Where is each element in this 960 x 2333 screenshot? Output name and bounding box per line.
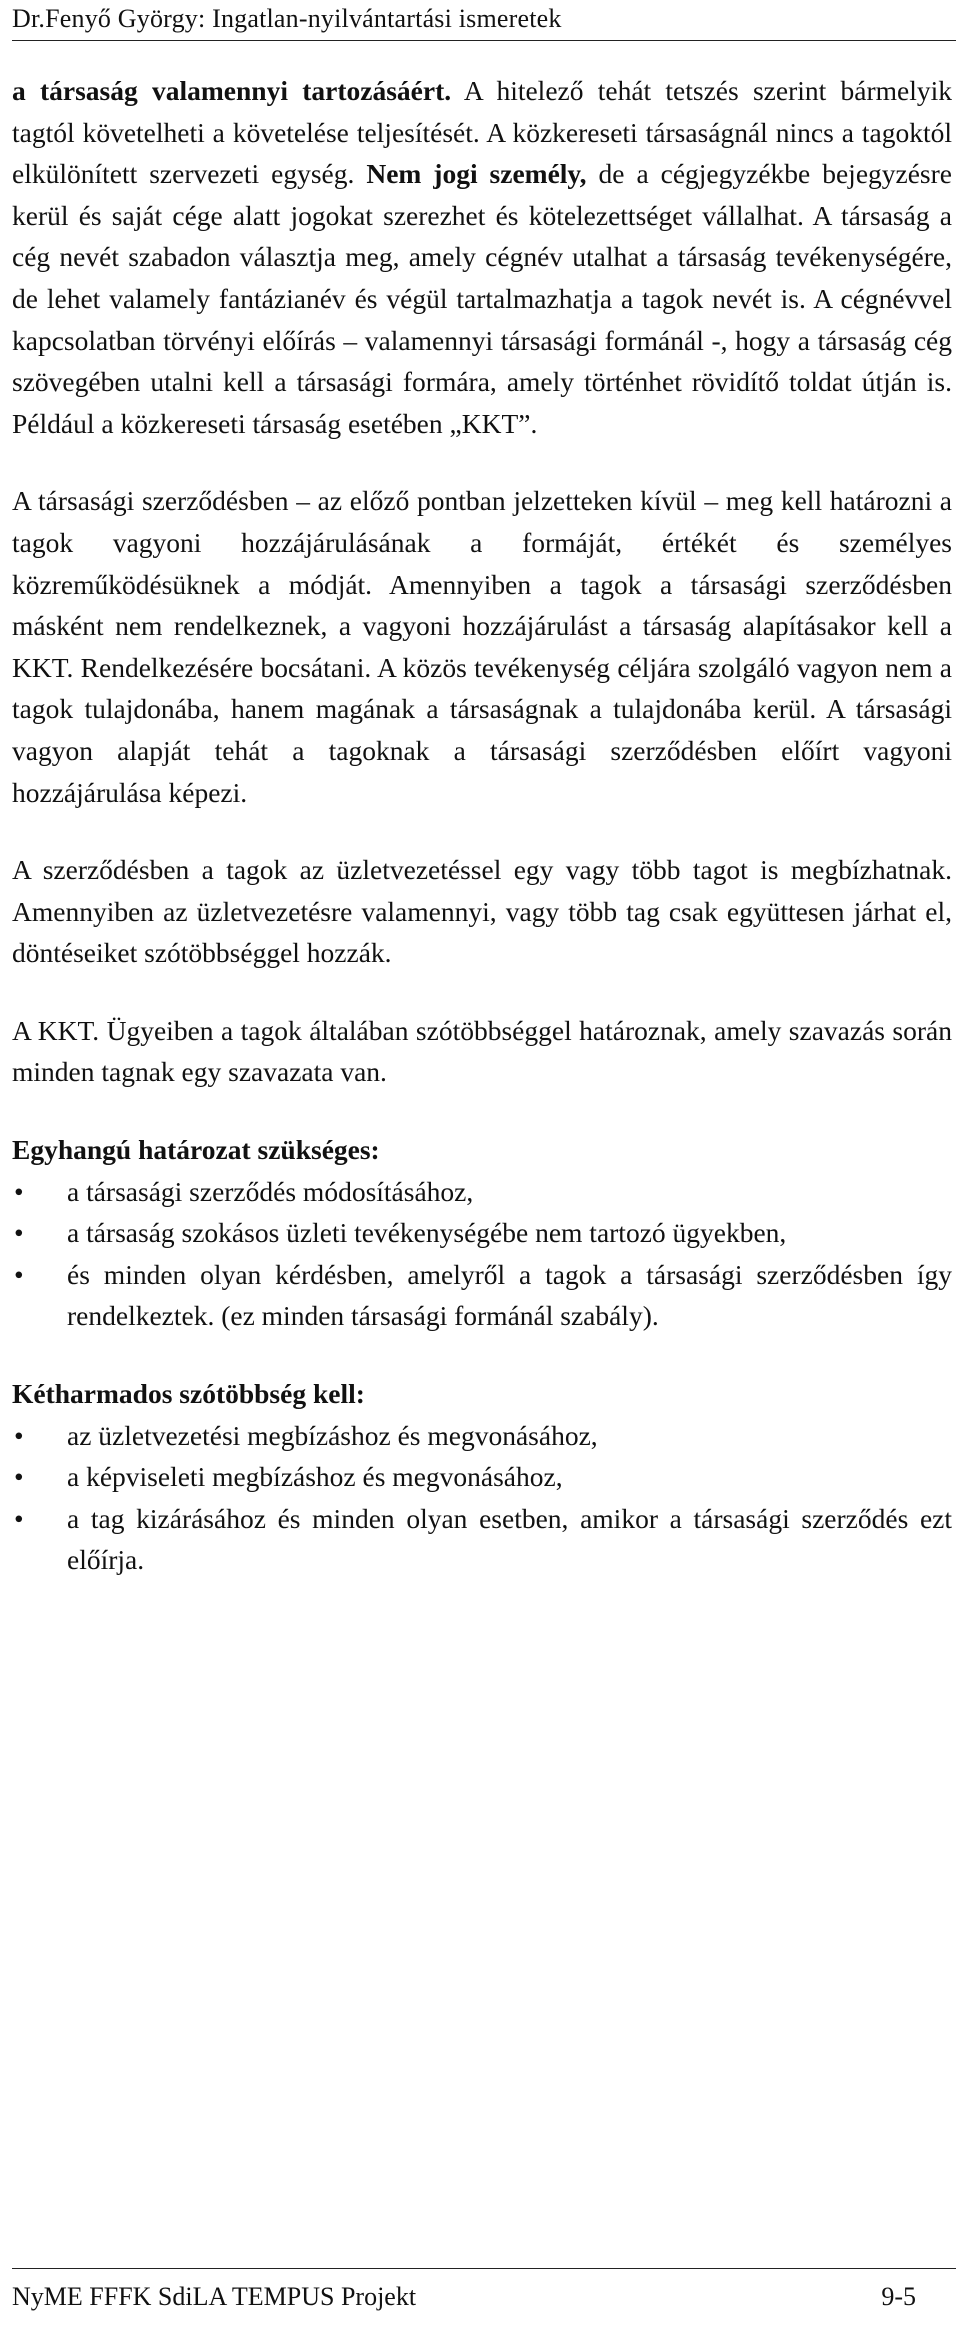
paragraph-2: A társasági szerződésben – az előző pontban jelzetteken kívül – meg kell határozni a tagok vagyoni hozzájárulásának a formáját, értékét és személyes közreműködésüknek a módját. Amennyiben a tagok a társasági szerződésben másként nem rendelkeznek, a vagyoni hozzájárulást a társaság alapításakor kell a KKT. Rendelkezésére bocsátani. A közös tevékenység céljára szolgáló vagyon nem a tagok tulajdonába, hanem magának a társaságnak a tulajdonába kerül. A társasági vagyon alapját tehát a tagoknak a társasági szerződésben előírt vagyoni hozzájárulása képezi. <box>12 485 952 808</box>
bold-phrase: Nem jogi személy, <box>366 158 587 190</box>
list-item <box>12 1498 952 1581</box>
document-body <box>12 70 952 1581</box>
list-item-text: a társasági szerződés módosításához, <box>67 1175 474 1207</box>
document-page <box>12 0 956 2333</box>
header-title: Dr.Fenyő György: Ingatlan-nyilvántartási ismeretek <box>12 4 562 33</box>
page-header <box>12 2 956 41</box>
bullet-icon: • <box>14 1175 24 1207</box>
paragraph-text: de a cégjegyzékbe bejegyzésre kerül és saját cége alatt jogokat szerezhet és kötelezettséget vállalhat. A társaság a cég nevét szabadon választja meg, amely cégnév utalhat a társaság tevékenységére, de lehet valamely fantázianév és végül tartalmazhatja a tagok nevét is. A cégnévvel kapcsolatban törvényi előírás – valamennyi társasági formánál -, hogy a társaság cég szövegében utalni kell a társasági formára, amely történhet rövidítő toldat útján is. Például a közkereseti társaság esetében „KKT”. <box>12 158 953 439</box>
bullet-list-two-thirds <box>12 1415 952 1581</box>
bullet-icon: • <box>14 1258 24 1290</box>
list-item-text: a tag kizárásához és minden olyan esetben, amikor a társasági szerződés ezt előírja. <box>67 1502 952 1576</box>
list-item <box>12 1212 952 1254</box>
paragraph-3: A szerződésben a tagok az üzletvezetéssel egy vagy több tagot is megbízhatnak. Amennyiben az üzletvezetésre valamennyi, vagy több tag csak együttesen járhat el, döntéseiket szótöbbséggel hozzák. <box>12 854 952 969</box>
list-item <box>12 1254 952 1337</box>
bullet-icon: • <box>14 1217 24 1249</box>
list-item <box>12 1171 952 1213</box>
footer-project: NyME FFFK SdiLA TEMPUS Projekt <box>12 2282 417 2311</box>
section-title-two-thirds: Kétharmados szótöbbség kell: <box>12 1378 365 1410</box>
section-title-unanimous: Egyhangú határozat szükséges: <box>12 1134 380 1166</box>
bullet-list-unanimous <box>12 1171 952 1337</box>
bullet-icon: • <box>14 1461 24 1493</box>
list-item-text: a képviseleti megbízáshoz és megvonásához, <box>67 1461 563 1493</box>
paragraph-1 <box>12 70 952 444</box>
list-item <box>12 1456 952 1498</box>
bullet-icon: • <box>14 1419 24 1451</box>
list-item-text: és minden olyan kérdésben, amelyről a tagok a társasági szerződésben így rendelkeztek. (ez minden társasági formánál szabály). <box>67 1258 952 1332</box>
page-footer <box>12 2268 956 2317</box>
paragraph-4: A KKT. Ügyeiben a tagok általában szótöbbséggel határoznak, amely szavazás során minden tagnak egy szavazata van. <box>12 1014 952 1088</box>
paragraph-text: A hitelező tehát tetszés szerint bármelyik tagtól követelheti a követelése teljesítését. A közkereseti társaságnál nincs a tagoktól elkülönített szervezeti egység. <box>12 75 953 190</box>
page-number: 9-5 <box>881 2282 916 2311</box>
bullet-icon: • <box>14 1502 24 1534</box>
list-item-text: a társaság szokásos üzleti tevékenységébe nem tartozó ügyekben, <box>67 1217 787 1249</box>
bold-phrase: a társaság valamennyi tartozásáért. <box>12 75 452 106</box>
list-item-text: az üzletvezetési megbízáshoz és megvonásához, <box>67 1419 598 1451</box>
list-item <box>12 1415 952 1457</box>
